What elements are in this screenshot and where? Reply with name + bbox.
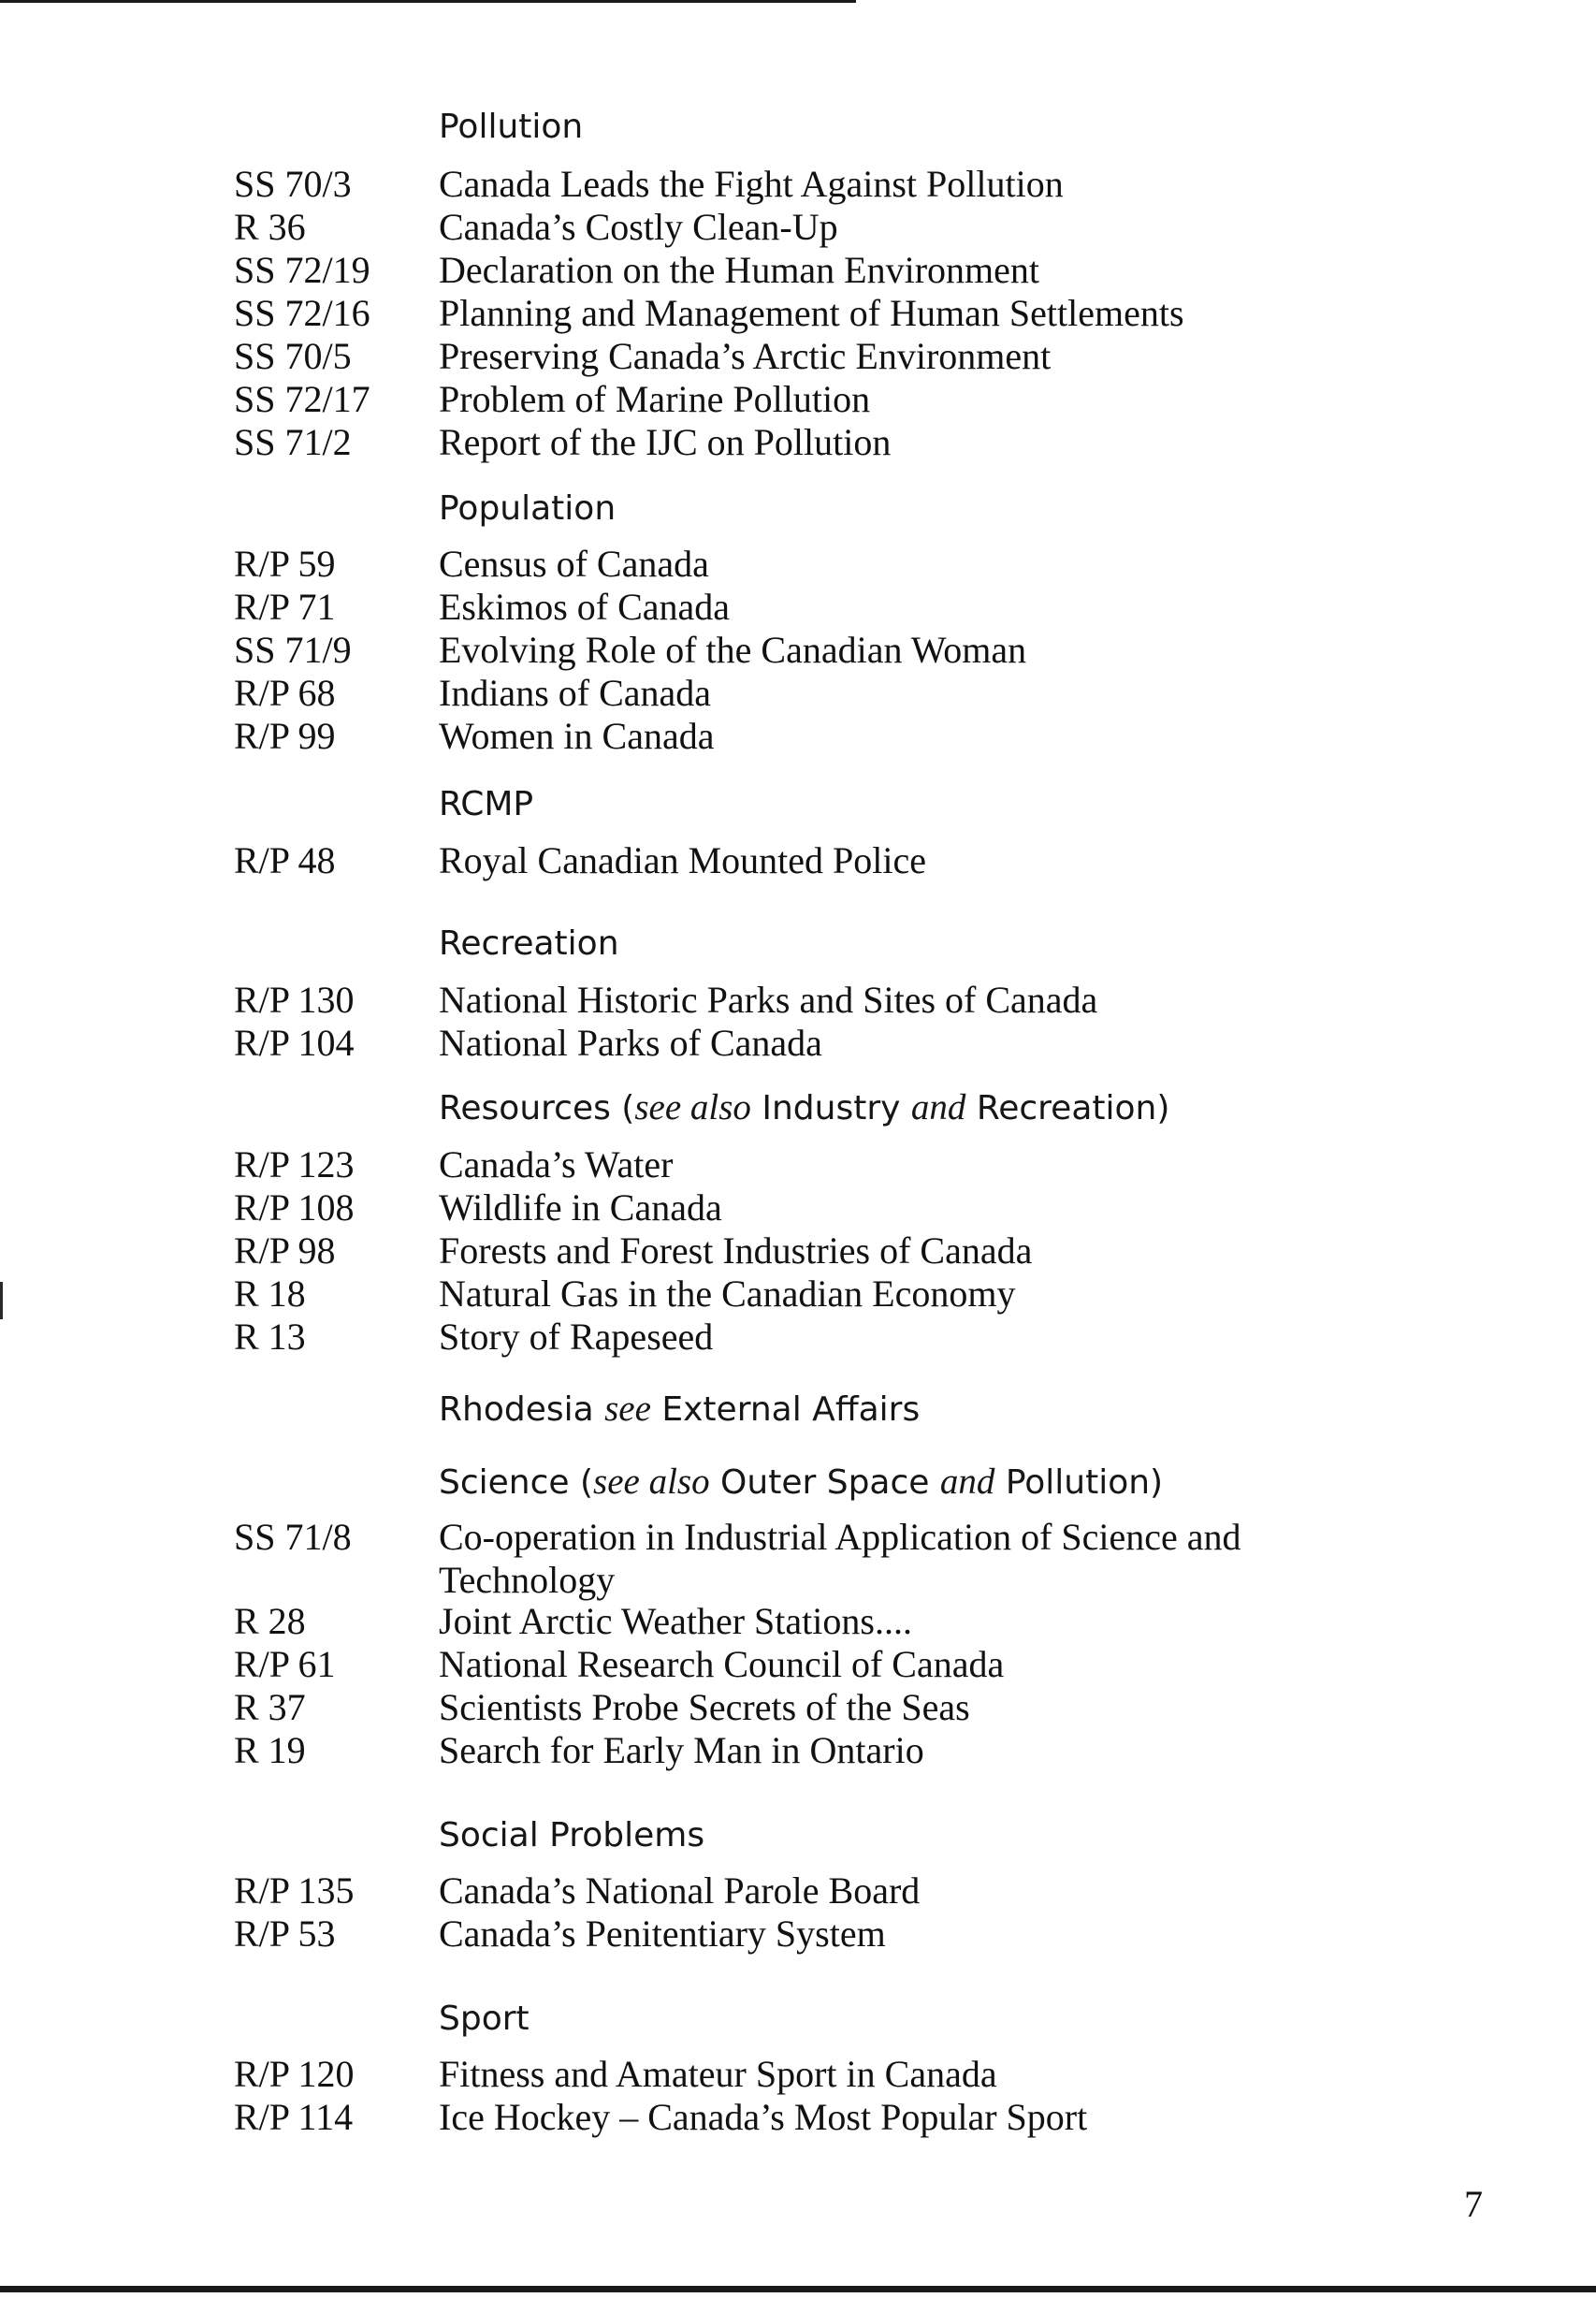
publication-code: R 13 xyxy=(234,1316,306,1358)
publication-title: Preserving Canada’s Arctic Environment xyxy=(439,335,1052,377)
publication-title: Story of Rapeseed xyxy=(439,1316,714,1358)
heading-italic-text: and xyxy=(910,1087,966,1127)
publication-code: SS 71/2 xyxy=(234,421,352,463)
publication-title: Royal Canadian Mounted Police xyxy=(439,839,927,881)
bottom-rule xyxy=(0,2286,1596,2292)
section-heading xyxy=(439,1815,704,1856)
publication-title: Declaration on the Human Environment xyxy=(439,249,1040,291)
publication-code: R/P 48 xyxy=(234,839,336,881)
section-heading xyxy=(439,1087,1169,1128)
section-heading xyxy=(439,1389,920,1430)
publication-code: R/P 135 xyxy=(234,1869,355,1912)
publication-code: R/P 61 xyxy=(234,1643,336,1685)
section-heading xyxy=(439,1462,1163,1503)
publication-title: Canada’s National Parole Board xyxy=(439,1869,921,1912)
publication-code: R 37 xyxy=(234,1686,306,1728)
heading-text: Recreation) xyxy=(965,1089,1170,1127)
heading-text: Outer Space xyxy=(709,1463,940,1502)
publication-title: Canada’s Penitentiary System xyxy=(439,1913,886,1955)
publication-code: R 28 xyxy=(234,1600,306,1642)
publication-code: R 19 xyxy=(234,1729,306,1771)
publication-title: Scientists Probe Secrets of the Seas xyxy=(439,1686,970,1728)
publication-code: SS 72/16 xyxy=(234,292,370,334)
publication-title: Census of Canada xyxy=(439,543,709,585)
publication-title: Canada Leads the Fight Against Pollution xyxy=(439,163,1064,205)
publication-code: R/P 120 xyxy=(234,2053,355,2095)
heading-italic-text: see also xyxy=(593,1462,710,1502)
publication-code: R/P 98 xyxy=(234,1229,336,1272)
publication-code: R/P 71 xyxy=(234,586,336,628)
publication-title: Search for Early Man in Ontario xyxy=(439,1729,924,1771)
publication-title: National Parks of Canada xyxy=(439,1022,822,1064)
heading-text: Rhodesia xyxy=(439,1390,605,1429)
heading-text: Industry xyxy=(750,1089,911,1127)
page-number: 7 xyxy=(1464,2183,1483,2225)
publication-title: Canada’s Costly Clean-Up xyxy=(439,206,838,248)
publication-code: R/P 114 xyxy=(234,2096,354,2138)
heading-text: Sport xyxy=(439,2000,530,2038)
publication-code: SS 72/17 xyxy=(234,378,370,420)
publication-code: R/P 104 xyxy=(234,1022,355,1064)
publication-title: Joint Arctic Weather Stations.... xyxy=(439,1600,912,1642)
publication-title: Ice Hockey – Canada’s Most Popular Sport xyxy=(439,2096,1088,2138)
heading-text: RCMP xyxy=(439,785,534,823)
publication-title: Report of the IJC on Pollution xyxy=(439,421,892,463)
publication-title: Problem of Marine Pollution xyxy=(439,378,871,420)
publication-title: Eskimos of Canada xyxy=(439,586,731,628)
publication-title: Co-operation in Industrial Application of Science and Technology xyxy=(439,1516,1241,1601)
publication-title: Evolving Role of the Canadian Woman xyxy=(439,629,1027,671)
publication-title: Wildlife in Canada xyxy=(439,1186,722,1229)
heading-text: Social Problems xyxy=(439,1816,705,1854)
publication-title: National Research Council of Canada xyxy=(439,1643,1005,1685)
publication-title: Planning and Management of Human Settlements xyxy=(439,292,1184,334)
publication-code: SS 70/3 xyxy=(234,163,352,205)
publication-code: SS 70/5 xyxy=(234,335,352,377)
publication-code: R/P 68 xyxy=(234,672,336,714)
section-heading xyxy=(439,784,533,825)
heading-text: Population xyxy=(439,489,617,528)
publication-code: R/P 108 xyxy=(234,1186,355,1229)
publication-code: SS 72/19 xyxy=(234,249,370,291)
heading-text: Pollution) xyxy=(994,1463,1164,1502)
publication-code: R 36 xyxy=(234,206,306,248)
publication-code: SS 71/8 xyxy=(234,1516,352,1558)
publication-code: R/P 53 xyxy=(234,1913,336,1955)
publication-title: Indians of Canada xyxy=(439,672,712,714)
publication-code: R/P 99 xyxy=(234,715,336,757)
heading-italic-text: and xyxy=(939,1462,995,1502)
publication-title: Canada’s Water xyxy=(439,1143,674,1185)
publication-title: Natural Gas in the Canadian Economy xyxy=(439,1273,1016,1315)
publication-code: R/P 130 xyxy=(234,979,355,1021)
section-heading xyxy=(439,107,583,148)
section-heading xyxy=(439,924,619,965)
publication-title: National Historic Parks and Sites of Canada xyxy=(439,979,1098,1021)
heading-text: External Affairs xyxy=(650,1390,921,1429)
publication-title: Fitness and Amateur Sport in Canada xyxy=(439,2053,997,2095)
publication-code: R/P 123 xyxy=(234,1143,355,1185)
heading-text: Recreation xyxy=(439,924,619,963)
heading-italic-text: see xyxy=(604,1389,651,1429)
publication-code: R/P 59 xyxy=(234,543,336,585)
publication-code: R 18 xyxy=(234,1273,306,1315)
heading-text: Pollution xyxy=(439,108,584,146)
heading-text: Resources ( xyxy=(439,1089,635,1127)
heading-italic-text: see also xyxy=(634,1087,751,1127)
publication-title: Women in Canada xyxy=(439,715,715,757)
publication-code: SS 71/9 xyxy=(234,629,352,671)
section-heading xyxy=(439,1999,530,2040)
publication-title: Forests and Forest Industries of Canada xyxy=(439,1229,1033,1272)
section-heading xyxy=(439,488,616,530)
heading-text: Science ( xyxy=(439,1463,594,1502)
